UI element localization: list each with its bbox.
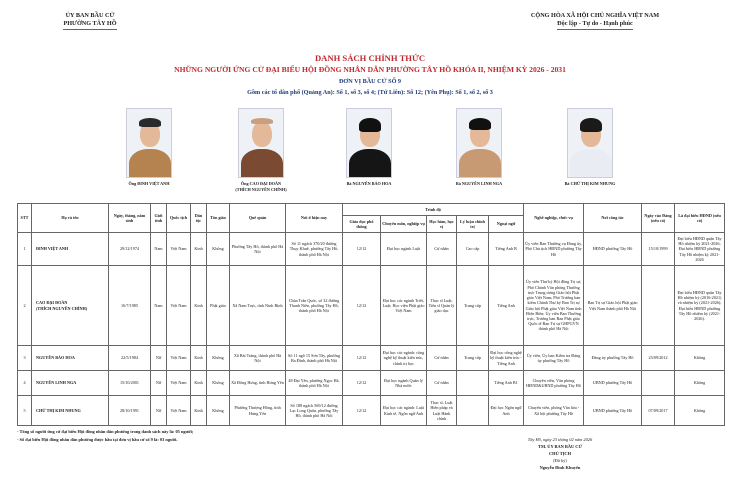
cell-party-date: 15/10/1999 <box>642 233 675 266</box>
candidate-caption-2: Ông CAO ĐẠI ĐOÀN (THÍCH NGUYÊN CHÍNH) <box>235 181 287 192</box>
national-motto: Độc lập - Tự do - Hạnh phúc <box>557 20 633 30</box>
cell-hometown: Xã Đông Hưng, tỉnh Hưng Yên <box>230 371 286 396</box>
table-row <box>18 266 725 346</box>
national-header <box>495 12 695 30</box>
cell-general-edu: 12/12 <box>343 346 381 371</box>
candidate-caption-3: Bà NGUYỄN BẢO HOA <box>346 181 392 186</box>
cell-occupation: Ủy viên Thư ký Hội đồng Trị sự, Phó Chánh Văn phòng Thường trực Trung ương Giáo hội Phật giáo Việt Nam; Phó Trưởng ban kiểm Chánh Thư ký Ban Trị sự Giáo hội Phật giáo Việt Nam tỉnh Điện Biên; Ủy viên Ban Thường trực, Trưởng ban Ban Phật giáo Quốc tế Ban Trị sự GHPGVN thành phố Hà Nội <box>524 266 584 346</box>
cell-gender: Nam <box>151 266 167 346</box>
cell-name: CAO ĐẠI ĐOÀN (THÍCH NGUYÊN CHÍNH) <box>32 266 109 346</box>
cell-dob: 28/10/1991 <box>109 396 151 426</box>
cell-workplace: UBND phường Tây Hồ <box>584 371 642 396</box>
signature-block <box>480 436 640 471</box>
candidate-table <box>17 203 725 426</box>
table-row <box>18 371 725 396</box>
cell-council: Đại biểu HĐND quận Tây Hồ nhiệm kỳ (2016-2021) và nhiệm kỳ (2021-2026); Đại biểu HĐND phường Tây Hồ nhiệm kỳ (2021-2026). <box>675 266 725 346</box>
cell-name: NGUYỄN BẢO HOA <box>32 346 109 371</box>
cell-religion: Không <box>207 233 230 266</box>
signed-mark: (Đã ký) <box>553 458 567 463</box>
cell-nationality: Việt Nam <box>167 396 191 426</box>
candidate-caption-4: Bà NGUYỄN LINH NGA <box>455 181 503 186</box>
note-total-candidates: - Tổng số người ứng cử đại biểu Hội đồng nhân dân phường trong danh sách này là: 05 người; <box>17 429 194 434</box>
candidate-caption-1: Ông ĐINH VIỆT ANH <box>128 181 170 186</box>
cell-general-edu: 12/12 <box>343 266 381 346</box>
cell-religion: Không <box>207 346 230 371</box>
header-workplace: Nơi công tác <box>584 204 642 233</box>
cell-religion: Phật giáo <box>207 266 230 346</box>
header-name: Họ và tên <box>32 204 109 233</box>
electoral-scope: Gồm các tổ dân phố (Quảng An): Số 1, số 3, số 4; (Tứ Liên): Số 12; (Yên Phụ): Số 1, số 2, số 3 <box>247 89 493 96</box>
cell-council: Không <box>675 346 725 371</box>
cell-religion: Không <box>207 396 230 426</box>
document-subtitle: NHỮNG NGƯỜI ỨNG CỬ ĐẠI BIỂU HỘI ĐỒNG NHÂN DÂN PHƯỜNG TÂY HỒ KHÓA II, NHIỆM KỲ 2026 - 2031 <box>174 65 566 74</box>
summary-notes <box>17 428 193 444</box>
cell-workplace: Đảng ủy phường Tây Hồ <box>584 346 642 371</box>
cell-party-date: 07/09/2017 <box>642 396 675 426</box>
cell-specialty: Đại học các ngành: công nghệ kỹ thuật kiến trúc, chính trị học <box>381 346 427 371</box>
cell-political: Trung cấp <box>457 266 489 346</box>
candidate-caption-5: Bà CHỬ THỊ KIM NHUNG <box>564 181 616 186</box>
header-religion: Tôn giáo <box>207 204 230 233</box>
cell-ethnicity: Kinh <box>191 233 207 266</box>
cell-occupation: Chuyên viên, Văn phòng HĐND&UBND phường Tây Hồ <box>524 371 584 396</box>
cell-ethnicity: Kinh <box>191 396 207 426</box>
cell-language: Đại học công nghệ kỹ thuật kiến trúc - Tiếng Anh <box>489 346 524 371</box>
cell-stt: 3 <box>18 346 32 371</box>
cell-specialty: Đại học các ngành Triết, Luật; Học viện Phật giáo Việt Nam <box>381 266 427 346</box>
cell-residence: 48 Đại Yên, phường Ngọc Hà, thành phố Hà Nội <box>286 371 343 396</box>
cell-ethnicity: Kinh <box>191 371 207 396</box>
cell-language: Đại học Ngôn ngữ Anh <box>489 396 524 426</box>
signing-org: TM. ỦY BAN BẦU CỬ <box>538 444 582 449</box>
cell-stt: 5 <box>18 396 32 426</box>
cell-political: Cao cấp <box>457 233 489 266</box>
header-education: Trình độ <box>343 204 524 216</box>
cell-language: Tiếng Anh B1 <box>489 371 524 396</box>
header-dob: Ngày, tháng, năm sinh <box>109 204 151 233</box>
candidate-photo-3 <box>346 108 392 178</box>
document-title: DANH SÁCH CHÍNH THỨC <box>314 53 426 63</box>
cell-political <box>457 371 489 396</box>
cell-hometown: Xã Bát Tràng, thành phố Hà Nội <box>230 346 286 371</box>
table-row <box>18 346 725 371</box>
header-hometown: Quê quán <box>230 204 286 233</box>
authority-line-1: ỦY BAN BẦU CỬ <box>65 12 115 19</box>
cell-stt: 2 <box>18 266 32 346</box>
cell-residence: Số 11 ngách 370/20 đường Thụy Khuê, phường Tây Hồ, thành phố Hà Nội <box>286 233 343 266</box>
cell-hometown: Phường Tây Hồ, thành phố Hà Nội <box>230 233 286 266</box>
table-row <box>18 233 725 266</box>
header-nationality: Quốc tịch <box>167 204 191 233</box>
cell-party-date <box>642 371 675 396</box>
issuing-authority <box>40 12 140 30</box>
header-residence: Nơi ở hiện nay <box>286 204 343 233</box>
cell-degree: Cử nhân <box>427 371 457 396</box>
cell-degree: Thạc sĩ Luật; Tiến sĩ Quản lý giáo dục <box>427 266 457 346</box>
cell-stt: 1 <box>18 233 32 266</box>
cell-occupation: Chuyên viên, phòng Văn hóa - Xã hội phường Tây Hồ <box>524 396 584 426</box>
cell-residence: Chùa Trấn Quốc, số 32 đường Thanh Niên, phường Tây Hồ, thành phố Hà Nội <box>286 266 343 346</box>
national-title: CỘNG HÒA XÃ HỘI CHỦ NGHĨA VIỆT NAM <box>530 12 660 19</box>
header-gender: Giới tính <box>151 204 167 233</box>
cell-nationality: Việt Nam <box>167 233 191 266</box>
cell-party-date <box>642 266 675 346</box>
cell-gender: Nữ <box>151 346 167 371</box>
header-ethnicity: Dân tộc <box>191 204 207 233</box>
cell-degree: Cử nhân <box>427 346 457 371</box>
cell-nationality: Việt Nam <box>167 346 191 371</box>
cell-name: NGUYỄN LINH NGA <box>32 371 109 396</box>
cell-gender: Nam <box>151 233 167 266</box>
cell-language: Tiếng Anh <box>489 266 524 346</box>
cell-hometown: Xã Nam Trực, tỉnh Ninh Bình <box>230 266 286 346</box>
candidate-photo-2 <box>238 108 284 178</box>
cell-religion: Không <box>207 371 230 396</box>
cell-specialty: Đại học ngành Quản lý Nhà nước <box>381 371 427 396</box>
cell-general-edu: 12/12 <box>343 233 381 266</box>
cell-dob: 29/12/1974 <box>109 233 151 266</box>
electoral-unit: ĐƠN VỊ BẦU CỬ SỐ 9 <box>338 78 402 85</box>
cell-workplace: Ban Trị sự Giáo hội Phật giáo Việt Nam thành phố Hà Nội <box>584 266 642 346</box>
cell-party-date: 25/09/2012 <box>642 346 675 371</box>
candidate-photo-5 <box>567 108 613 178</box>
candidate-photo-1 <box>126 108 172 178</box>
note-seats: - Số đại biểu Hội đồng nhân dân phường được bầu tại đơn vị bầu cử số 9 là: 03 người. <box>17 437 178 442</box>
header-general-edu: Giáo dục phổ thông <box>343 216 381 233</box>
cell-specialty: Đại học ngành Luật <box>381 233 427 266</box>
cell-specialty: Đại học các ngành: Luật Kinh tế, Ngôn ngữ Anh <box>381 396 427 426</box>
cell-name: ĐINH VIỆT ANH <box>32 233 109 266</box>
cell-political <box>457 396 489 426</box>
cell-council: Không <box>675 396 725 426</box>
cell-workplace: HĐND phường Tây Hồ <box>584 233 642 266</box>
cell-workplace: UBND phường Tây Hồ <box>584 396 642 426</box>
cell-political: Trung cấp <box>457 346 489 371</box>
cell-nationality: Việt Nam <box>167 266 191 346</box>
cell-residence: Số 11 ngõ 15 Sơn Tây, phường Ba Đình, thành phố Hà Nội <box>286 346 343 371</box>
header-occupation: Nghề nghiệp, chức vụ <box>524 204 584 233</box>
header-council: Là đại biểu HĐND (nếu có) <box>675 204 725 233</box>
signer-position: CHỦ TỊCH <box>549 451 571 456</box>
cell-ethnicity: Kinh <box>191 266 207 346</box>
header-degree: Học hàm, học vị <box>427 216 457 233</box>
cell-dob: 16/7/1985 <box>109 266 151 346</box>
cell-general-edu: 12/12 <box>343 396 381 426</box>
cell-name: CHỬ THỊ KIM NHUNG <box>32 396 109 426</box>
cell-gender: Nữ <box>151 396 167 426</box>
cell-degree: Thạc sĩ, Luật Hiến pháp và Luật Hành chính <box>427 396 457 426</box>
cell-ethnicity: Kinh <box>191 346 207 371</box>
signer-name: Nguyễn Đình Khuyến <box>539 465 581 470</box>
header-specialty: Chuyên môn, nghiệp vụ <box>381 216 427 233</box>
cell-stt: 4 <box>18 371 32 396</box>
header-stt: STT <box>18 204 32 233</box>
authority-line-2: PHƯỜNG TÂY HỒ <box>63 20 116 30</box>
candidate-photo-4 <box>456 108 502 178</box>
cell-nationality: Việt Nam <box>167 371 191 396</box>
cell-dob: 22/5/1984 <box>109 346 151 371</box>
cell-dob: 15/10/2001 <box>109 371 151 396</box>
cell-general-edu: 12/12 <box>343 371 381 396</box>
cell-language: Tiếng Anh B <box>489 233 524 266</box>
cell-hometown: Phường Thượng Hồng, tỉnh Hưng Yên <box>230 396 286 426</box>
cell-occupation: Ủy viên, Ủy ban Kiểm tra Đảng ủy phường Tây Hồ <box>524 346 584 371</box>
table-row <box>18 396 725 426</box>
cell-residence: Số 188 ngách 569/12 đường Lạc Long Quân, phường Tây Hồ, thành phố Hà Nội <box>286 396 343 426</box>
header-political: Lý luận chính trị <box>457 216 489 233</box>
cell-gender: Nữ <box>151 371 167 396</box>
cell-occupation: Ủy viên Ban Thường vụ Đảng ủy, Phó Chủ tịch HĐND phường Tây Hồ <box>524 233 584 266</box>
cell-degree: Cử nhân <box>427 233 457 266</box>
header-language: Ngoại ngữ <box>489 216 524 233</box>
cell-council: Đại biểu HĐND quận Tây Hồ nhiệm kỳ 2021-2026; Đại biểu HĐND phường Tây Hồ nhiệm kỳ 2021-2026 <box>675 233 725 266</box>
cell-council: Không <box>675 371 725 396</box>
header-party-date: Ngày vào Đảng (nếu có) <box>642 204 675 233</box>
place-date: Tây Hồ, ngày 23 tháng 02 năm 2026 <box>527 437 593 442</box>
